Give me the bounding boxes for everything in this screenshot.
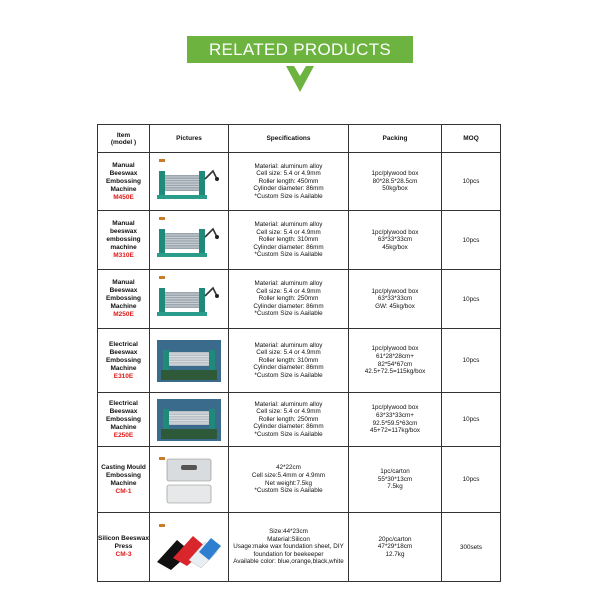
specifications-cell-line: *Custom Size is Aailable [254,371,323,379]
specifications-cell-line: *Custom Size is Aailable [254,251,323,259]
packing-cell-line: 1pc/plywood box [371,287,419,295]
specifications-cell-line: Roller length: 250mm [258,295,319,303]
item-model: E250E [113,431,134,439]
packing-cell-line: 92.5*59.5*63cm [372,419,418,427]
picture-cell [150,447,229,513]
specifications-cell-line: Roller length: 250mm [258,415,319,423]
specifications-cell-line: Material: aluminum alloy [254,341,323,349]
picture-cell [150,393,229,447]
packing-cell [349,329,442,393]
specifications-cell-line: Material: aluminum alloy [254,162,323,170]
item-model: E310E [113,372,134,380]
packing-cell [349,153,442,211]
products-table [97,124,501,582]
table-row [98,447,501,513]
table-row [98,153,501,211]
item-cell [98,211,150,270]
item-name: Silicon Beeswax Press [98,535,149,550]
specifications-cell-line: Cylinder diameter: 86mm [253,185,324,193]
specifications-cell-line: Roller length: 310mm [258,236,319,244]
moq-cell: 300sets [442,513,501,582]
specifications-cell-line: Cylinder diameter: 86mm [253,302,324,310]
specifications-cell [229,153,349,211]
packing-cell-line: 1pc/plywood box [371,345,419,353]
table-row [98,211,501,270]
specifications-cell-line: *Custom Size is Aailable [254,430,323,438]
electrical-embossing-machine-icon [155,336,223,386]
packing-cell-line: 7.5kg [387,483,403,491]
specifications-cell-line: Roller length: 310mm [258,356,319,364]
packing-cell-line: 50kg/box [382,185,408,193]
specifications-cell-line: Cell size: 5.4 or 4.9mm [256,170,321,178]
manual-embossing-machine-icon [155,274,223,324]
picture-cell [150,329,229,393]
packing-cell-line: 63*33*33cm+ [376,411,414,419]
specifications-cell-line: foundation for beekeeper [253,550,324,558]
packing-cell-line: 45+72=117kg/box [370,427,420,435]
packing-cell-line: 47*29*18cm [377,543,413,551]
specifications-cell-line: Roller length: 450mm [258,177,319,185]
moq-cell: 10pcs [442,393,501,447]
packing-cell-line: GW: 45kg/box [375,302,415,310]
moq-cell: 10pcs [442,153,501,211]
item-model: CM-3 [115,551,132,558]
manual-embossing-machine-icon [155,215,223,265]
specifications-cell-line: *Custom Size is Aailable [254,192,323,200]
specifications-cell-line: Usage:make wax foundation sheet, DIY [233,543,344,551]
specifications-cell-line: *Custom Size is Aailable [254,310,323,318]
header-item: Item (model ) [98,125,150,153]
item-model: M250E [113,311,134,318]
specifications-cell-line: Cylinder diameter: 86mm [253,423,324,431]
packing-cell-line: 82*54*67cm [377,360,413,368]
specifications-cell-line: Size:44*23cm [269,528,308,536]
specifications-cell [229,211,349,270]
item-name: Manual Beeswax Embossing Machine [105,161,142,193]
item-cell [98,393,150,447]
item-name: Electrical Beeswax Embossing Machine [105,399,142,431]
specifications-cell-line: Cell size: 5.4 or 4.9mm [256,408,321,416]
picture-cell [150,270,229,329]
table-row [98,513,501,582]
packing-cell [349,447,442,513]
specifications-cell-line: Available color: blue,orange,black,white [233,558,344,566]
banner-title: RELATED PRODUCTS [208,39,392,59]
specifications-cell-line: Cell size:5.4mm or 4.9mm [251,471,326,479]
item-cell [98,513,150,582]
packing-cell [349,393,442,447]
packing-cell-line: 1pc/carton [380,468,410,476]
item-model: M450E [113,193,134,201]
specifications-cell-line: 42*22cm [276,464,301,472]
specifications-cell-line: Net weight:7.5kg [265,479,312,487]
manual-embossing-machine-icon [155,157,223,207]
packing-cell-line: 63*33*33cm [377,236,413,244]
specifications-cell [229,513,349,582]
packing-cell-line: 1pc/plywood box [371,404,419,412]
specifications-cell-line: Material: aluminum alloy [254,280,323,288]
item-name: Manual beeswax embossing machine [106,220,141,251]
specifications-cell-line: Material:Silicon [267,535,310,543]
packing-cell-line: 45kg/box [382,243,408,251]
item-model: CM-1 [115,487,132,495]
specifications-cell [229,270,349,329]
packing-cell-line: 1pc/plywood box [371,228,419,236]
picture-cell [150,211,229,270]
table-row [98,329,501,393]
packing-cell-line: 55*30*13cm [377,475,413,483]
moq-cell: 10pcs [442,270,501,329]
packing-cell-line: 1pc/plywood box [371,170,419,178]
specifications-cell-line: Cylinder diameter: 86mm [253,364,324,372]
item-model: M310E [113,252,134,259]
casting-mould-icon [155,455,223,505]
specifications-cell-line: Cylinder diameter: 86mm [253,243,324,251]
specifications-cell-line: Cell size: 5.4 or 4.9mm [256,349,321,357]
moq-cell: 10pcs [442,447,501,513]
specifications-cell-line: Material: aluminum alloy [254,221,323,229]
item-name: Manual Beeswax Embossing Machine [105,279,142,310]
header-packing: Packing [349,125,442,153]
specifications-cell [229,447,349,513]
moq-cell: 10pcs [442,329,501,393]
electrical-embossing-machine-icon [155,395,223,445]
chevron-down-icon [286,66,314,92]
item-name: Electrical Beeswax Embossing Machine [105,340,142,372]
specifications-cell-line: Material: aluminum alloy [254,400,323,408]
table-header-row [98,125,501,153]
specifications-cell-line: Cell size: 5.4 or 4.9mm [256,287,321,295]
item-cell [98,270,150,329]
moq-cell: 10pcs [442,211,501,270]
packing-cell-line: 61*28*28cm+ [376,352,414,360]
specifications-cell [229,393,349,447]
item-cell [98,447,150,513]
header-specifications: Specifications [229,125,349,153]
picture-cell [150,153,229,211]
packing-cell-line: 63*33*33cm [377,295,413,303]
item-name: Casting Mould Embossing Machine [101,463,146,487]
table-row [98,393,501,447]
picture-cell [150,513,229,582]
table-row [98,270,501,329]
packing-cell [349,270,442,329]
specifications-cell [229,329,349,393]
header-pictures: Pictures [150,125,229,153]
item-cell [98,329,150,393]
silicon-press-sheets-icon [155,522,223,572]
packing-cell-line: 42.5+72.5=115kg/box [364,368,426,376]
packing-cell [349,211,442,270]
packing-cell [349,513,442,582]
item-cell [98,153,150,211]
packing-cell-line: 20pc/carton [378,535,412,543]
header-moq: MOQ [442,125,501,153]
section-banner [187,36,413,63]
specifications-cell-line: *Custom Size is Aailable [254,487,323,495]
packing-cell-line: 12.7kg [385,550,405,558]
packing-cell-line: 80*28.5*28.5cm [372,177,418,185]
specifications-cell-line: Cell size: 5.4 or 4.9mm [256,228,321,236]
